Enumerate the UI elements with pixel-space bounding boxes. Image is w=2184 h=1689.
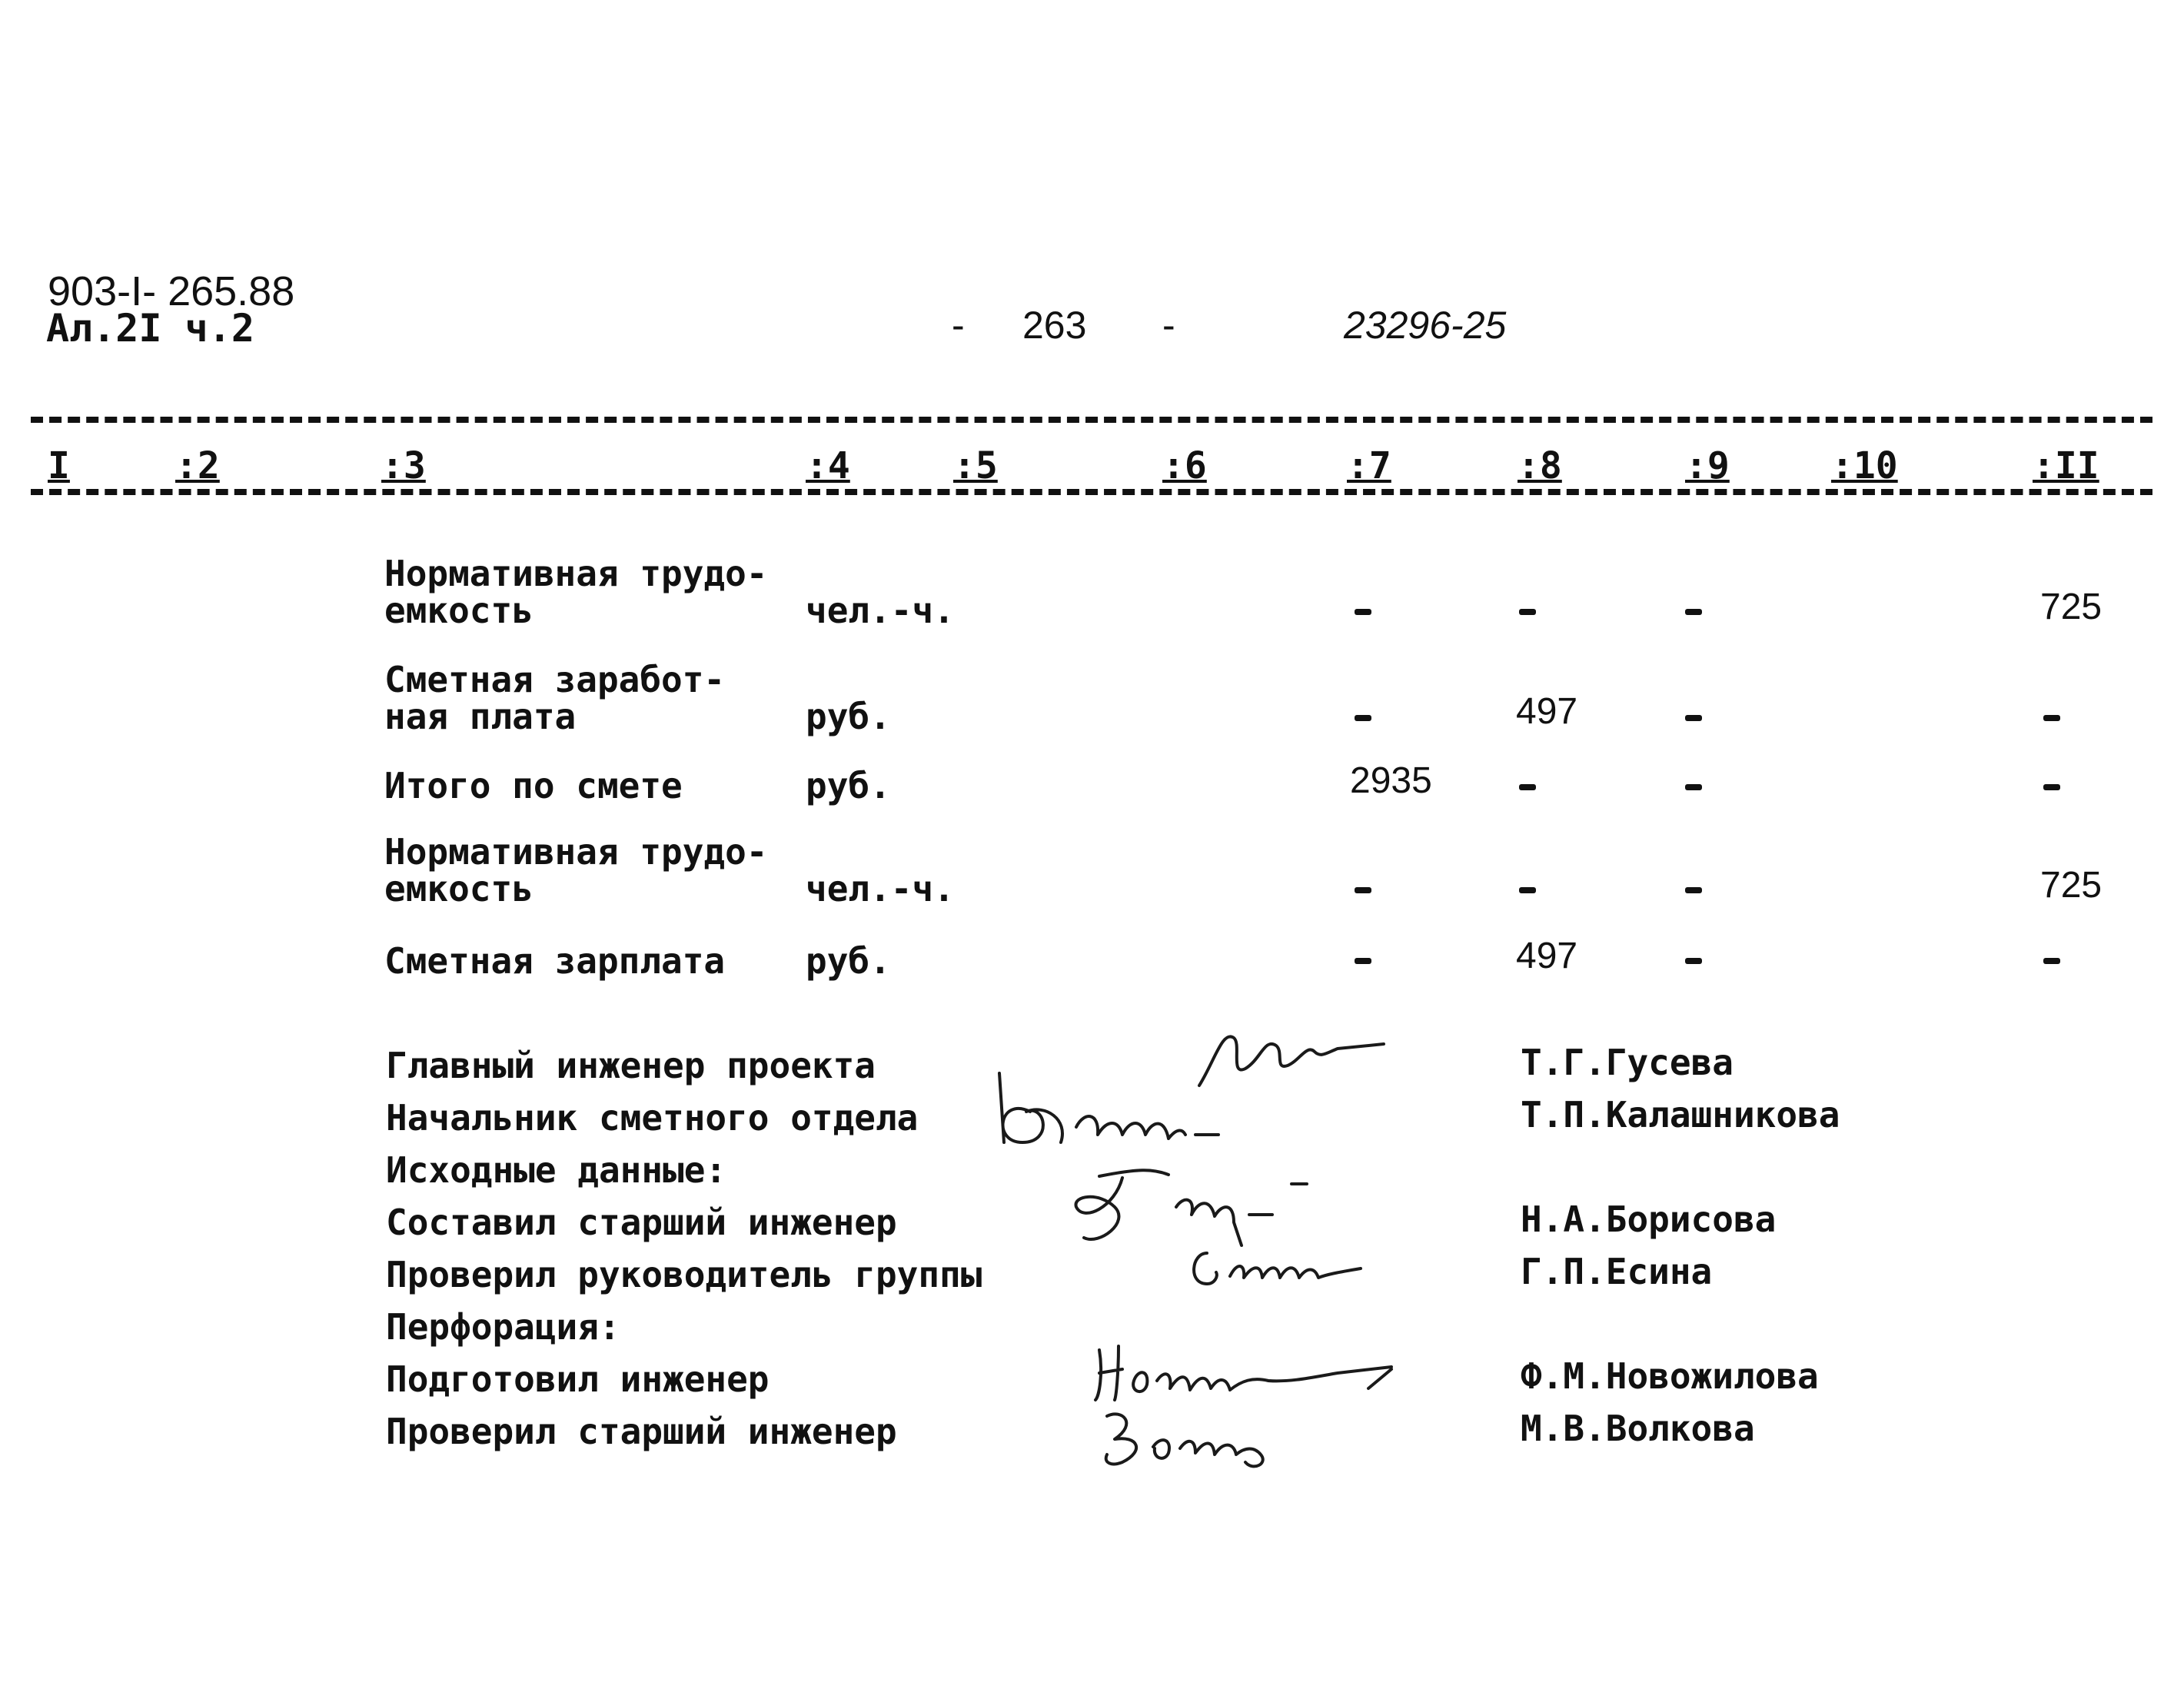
column-number-7: :7 bbox=[1347, 444, 1391, 487]
signatory-role-1: Главный инженер проекта bbox=[386, 1045, 876, 1086]
column-number-9: :9 bbox=[1685, 444, 1730, 487]
row-1-col9-dash bbox=[1685, 609, 1702, 615]
section-heading-source-data: Исходные данные: bbox=[386, 1149, 727, 1191]
row-1-col11-value: 725 bbox=[2040, 587, 2103, 627]
signatory-name-5: Ф.М.Новожилова bbox=[1521, 1355, 1819, 1397]
row-2-col11-dash bbox=[2043, 715, 2060, 721]
row-4-col8-dash bbox=[1519, 887, 1536, 893]
column-number-10: :10 bbox=[1831, 444, 1898, 487]
column-dashed-rule bbox=[31, 489, 2152, 495]
signature-esina bbox=[1184, 1230, 1384, 1302]
signatory-role-2: Начальник сметного отдела bbox=[386, 1097, 919, 1139]
column-number-2: :2 bbox=[175, 444, 220, 487]
row-3-name: Итого по смете bbox=[384, 765, 683, 806]
column-number-6: :6 bbox=[1162, 444, 1207, 487]
document-code: 903-I- 265.88 bbox=[48, 268, 295, 314]
row-4-col9-dash bbox=[1685, 887, 1702, 893]
column-number-3: :3 bbox=[381, 444, 426, 487]
page-dash-left: - bbox=[952, 304, 965, 347]
signatory-name-2: Т.П.Калашникова bbox=[1521, 1094, 1840, 1135]
row-4-name-line1: Нормативная трудо- bbox=[384, 831, 768, 873]
row-3-col11-dash bbox=[2043, 784, 2060, 790]
row-5-col8-value: 497 bbox=[1516, 936, 1578, 976]
row-2-name-line1: Сметная заработ- bbox=[384, 659, 726, 700]
row-5-unit: руб. bbox=[806, 940, 891, 982]
row-3-col9-dash bbox=[1685, 784, 1702, 790]
signatory-role-3: Составил старший инженер bbox=[386, 1202, 897, 1243]
row-2-col8-value: 497 bbox=[1516, 691, 1578, 732]
signatory-role-5: Подготовил инженер bbox=[386, 1358, 770, 1400]
signatory-name-6: М.В.Волкова bbox=[1521, 1408, 1755, 1449]
row-3-col8-dash bbox=[1519, 784, 1536, 790]
column-number-11: :II bbox=[2033, 444, 2099, 487]
row-5-col9-dash bbox=[1685, 958, 1702, 964]
row-5-col11-dash bbox=[2043, 958, 2060, 964]
row-2-name-line2: ная плата bbox=[384, 696, 577, 737]
page-number: 263 bbox=[1022, 304, 1087, 347]
row-1-unit: чел.-ч. bbox=[806, 590, 955, 631]
row-4-col7-dash bbox=[1355, 887, 1371, 893]
column-number-1: I bbox=[48, 444, 70, 487]
signatory-role-6: Проверил старший инженер bbox=[386, 1411, 897, 1452]
page-dash-right: - bbox=[1162, 304, 1175, 347]
document-section: Ал.2I ч.2 bbox=[46, 306, 254, 351]
row-1-name-line1: Нормативная трудо- bbox=[384, 553, 768, 594]
section-heading-perforation: Перфорация: bbox=[386, 1306, 620, 1348]
signatory-name-3: Н.А.Борисова bbox=[1521, 1199, 1777, 1240]
column-number-8: :8 bbox=[1517, 444, 1562, 487]
row-5-col7-dash bbox=[1355, 958, 1371, 964]
row-4-name-line2: емкость bbox=[384, 868, 534, 909]
row-5-name: Сметная зарплата bbox=[384, 940, 726, 982]
column-number-4: :4 bbox=[806, 444, 850, 487]
row-3-unit: руб. bbox=[806, 765, 891, 806]
signature-kalashnikova bbox=[984, 1058, 1230, 1169]
row-1-col8-dash bbox=[1519, 609, 1536, 615]
row-1-col7-dash bbox=[1355, 609, 1371, 615]
signatory-name-4: Г.П.Есина bbox=[1521, 1251, 1713, 1292]
row-4-unit: чел.-ч. bbox=[806, 868, 955, 909]
row-2-unit: руб. bbox=[806, 696, 891, 737]
signatory-role-4: Проверил руководитель группы bbox=[386, 1254, 982, 1295]
document-number: 23296-25 bbox=[1344, 304, 1507, 347]
row-2-col9-dash bbox=[1685, 715, 1702, 721]
signatory-name-1: Т.Г.Гусева bbox=[1521, 1042, 1734, 1083]
row-1-name-line2: емкость bbox=[384, 590, 534, 631]
row-2-col7-dash bbox=[1355, 715, 1371, 721]
row-3-col7-value: 2935 bbox=[1350, 760, 1432, 801]
signature-volkova bbox=[1084, 1401, 1345, 1481]
top-dashed-rule bbox=[31, 417, 2152, 423]
column-number-5: :5 bbox=[953, 444, 998, 487]
row-4-col11-value: 725 bbox=[2040, 865, 2103, 906]
